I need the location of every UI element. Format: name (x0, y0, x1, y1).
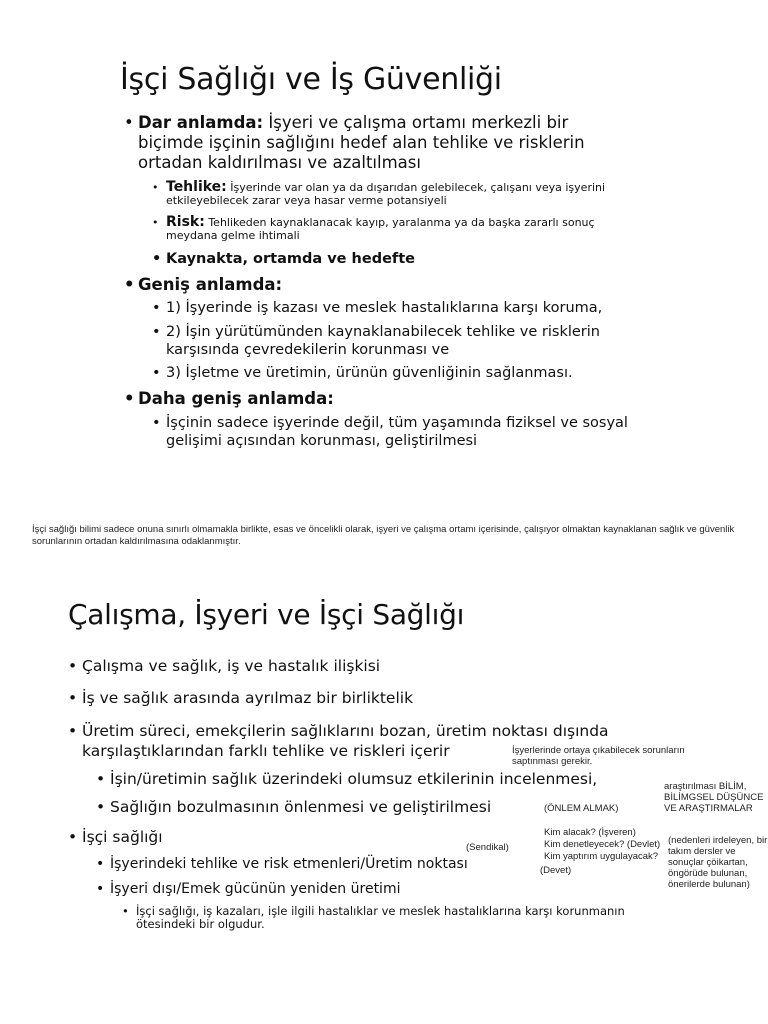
isci-sub-item-2: • İşyeri dışı/Emek gücünün yeniden üretimi (110, 880, 530, 898)
slide2-sub-item-2: • Sağlığın bozulmasının önlenmesi ve geliştirilmesi (110, 798, 550, 816)
genis-item-3: • 3) İşletme ve üretimin, ürünün güvenliğinin sağlanması. (166, 364, 636, 382)
annotation-kim-denetleyecek: Kim denetleyecek? (Devlet) (544, 839, 661, 850)
dar-anlamda-label: Dar anlamda: (138, 113, 264, 132)
annotation-onlem: (ÖNLEM ALMAK) (544, 803, 619, 814)
isci-sagligi-item: • İşçi sağlığı (82, 828, 382, 846)
daha-genis-label: • Daha geniş anlamda: (138, 389, 598, 409)
slide2-item-1: • Çalışma ve sağlık, iş ve hastalık ilişkisi (82, 657, 682, 675)
isci-sub-item-1: • İşyerindeki tehlike ve risk etmenleri/Üretim noktası (110, 855, 530, 873)
annotation-kim-yaptirim: Kim yaptırım uygulayacak? (544, 851, 659, 862)
genis-item-1: • 1) İşyerinde iş kazası ve meslek hastalıklarına karşı koruma, (166, 299, 636, 317)
tehlike-text: İşyerinde var olan ya da dışarıdan gelebilecek, çalışanı veya işyerini etkileyebilecek zarar veya hasar verme potansiyeli (166, 181, 606, 207)
slide-1-title: İşçi Sağlığı ve İş Güvenliği (120, 62, 502, 97)
slide-2-title: Çalışma, İşyeri ve İşçi Sağlığı (68, 598, 465, 631)
annotation-sendikal: (Sendikal) (466, 842, 509, 853)
risk-label: Risk: (166, 214, 205, 230)
genis-anlamda-label: • Geniş anlamda: (138, 275, 598, 295)
tehlike-item (166, 181, 626, 207)
annotation-arastirma: araştırılması BİLİM, BİLİMGSEL DÜŞÜNCE VE ARAŞTIRMALAR (664, 781, 764, 814)
annotation-kim-alacak: Kim alacak? (İşveren) (544, 827, 636, 838)
risk-text: Tehlikeden kaynaklanacak kayıp, yaralanma ya da başka zararlı sonuç meydana gelme ihtimali (166, 216, 595, 242)
annotation-saptanmasi: İşyerlerinde ortaya çıkabilecek sorunların saptınması gerekir. (512, 745, 685, 767)
genis-item-2: • 2) İşin yürütümünden kaynaklanabilecek tehlike ve risklerin karşısında çevredekilerin korunması ve (166, 323, 636, 359)
slide2-item-2: • İş ve sağlık arasında ayrılmaz bir birliktelik (82, 689, 682, 707)
tehlike-label: Tehlike: (166, 179, 227, 195)
dar-anlamda-text: İşyeri ve çalışma ortamı merkezli bir biçimde işçinin sağlığını hedef alan tehlike ve risklerin ortadan kaldırılması ve azaltılması (138, 113, 585, 172)
kaynakta-item: • Kaynakta, ortamda ve hedefte (166, 250, 626, 268)
slide2-item-3: • Üretim süreci, emekçilerin sağlıklarını bozan, üretim noktası dışında karşılaştıklarından farklı tehlike ve riskleri içerir (82, 721, 682, 761)
annotation-nedenleri: (nedenleri irdeleyen, bir takım dersler ve sonuçlar çöikartan, öngörüde bulunan, önerilerde bulunan) (668, 835, 768, 890)
daha-genis-item: • İşçinin sadece işyerinde değil, tüm yaşamında fiziksel ve sosyal gelişimi açısından korunması, geliştirilmesi (166, 414, 646, 450)
slide2-sub-item-1: • İşin/üretimin sağlık üzerindeki olumsuz etkilerinin incelenmesi, (110, 770, 670, 788)
risk-item (166, 216, 626, 242)
annotation-devet: (Devet) (540, 865, 572, 876)
notes-text: İşçi sağlığı bilimi sadece onuna sınırlı olmamakla birlikte, esas ve öncelikli olarak, işyeri ve çalışma ortamı içerisinde, çalışıyor olmaktan kaynaklanan sağlık ve güvenlik sorunlarının ortadan kaldırılmasına odaklanmıştır. (32, 524, 735, 547)
dar-anlamda-item (138, 113, 618, 173)
isci-sub-sub-item: • İşçi sağlığı, iş kazaları, işle ilgili hastalıklar ve meslek hastalıklarına karşı korunmanın ötesindeki bir olgudur. (136, 905, 676, 931)
